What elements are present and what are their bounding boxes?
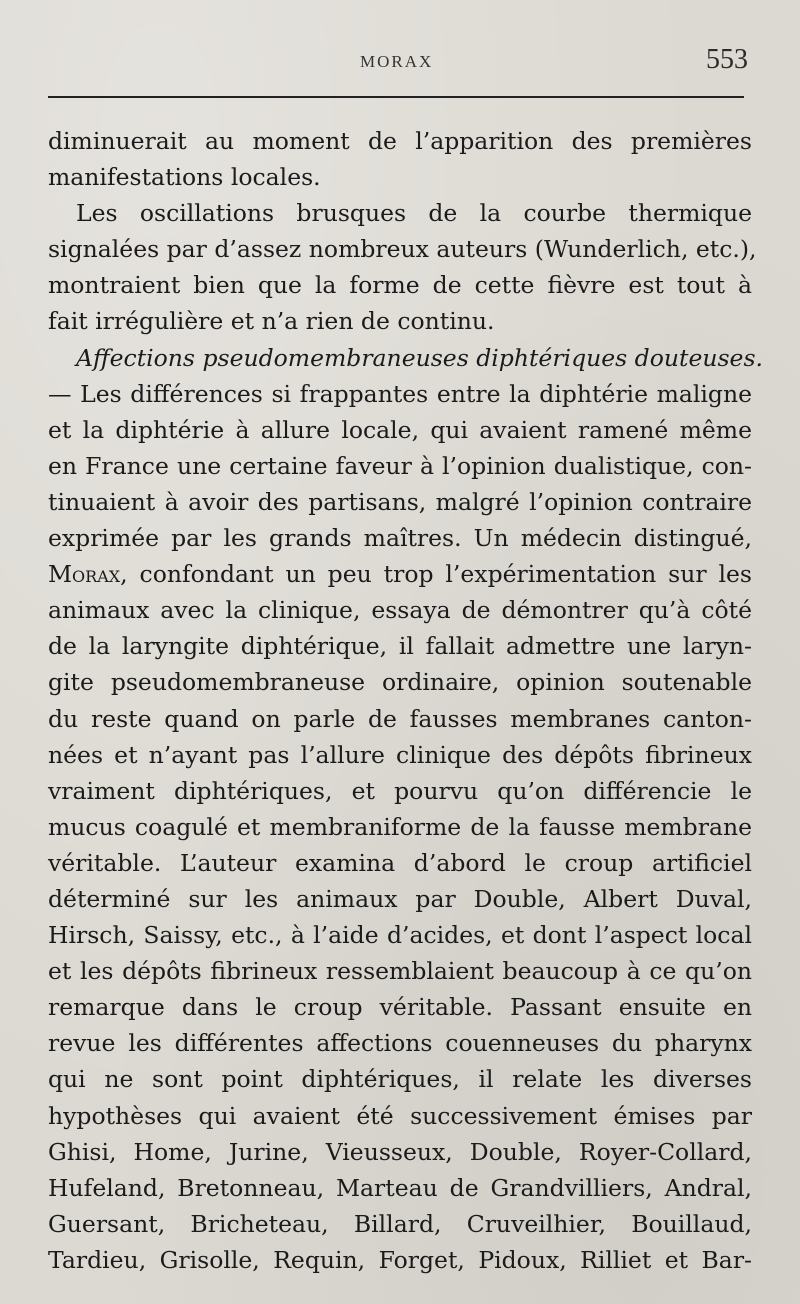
text-line: Tardieu, Grisolle, Requin, Forget, Pidoux, Rilliet et Bar- [48,1245,752,1274]
text-line: exprimée par les grands maîtres. Un médecin distingué, [48,524,752,553]
text-line: qui ne sont point diphtériques, il relate les diverses [48,1065,752,1094]
header-rule [48,96,744,98]
text-line: animaux avec la clinique, essaya de démontrer qu’à côté [48,596,752,625]
page-number: 553 [706,44,748,75]
text-line: tinuaient à avoir des partisans, malgré l’opinion contraire [48,487,752,516]
body-text [48,123,763,1278]
text-line: diminuerait au moment de l’apparition des premières [48,127,752,155]
text-line: Les oscillations brusques de la courbe thermique [76,199,752,228]
text-line: remarque dans le croup véritable. Passant ensuite en [48,993,752,1022]
text-line: — Les différences si frappantes entre la diphtérie maligne [48,379,752,408]
text-line: Guersant, Bricheteau, Billard, Cruveilhier, Bouillaud, [48,1209,752,1238]
text-line: et les dépôts fibrineux ressemblaient beaucoup à ce qu’on [48,957,752,986]
text-line: Ghisi, Home, Jurine, Vieusseux, Double, Royer-Collard, [48,1137,752,1166]
text-line: véritable. L’auteur examina d’abord le croup artificiel [48,848,752,877]
text-line: gite pseudomembraneuse ordinaire, opinion soutenable [48,668,752,697]
text-line: de la laryngite diphtérique, il fallait admettre une laryn- [48,632,752,661]
text-line: du reste quand on parle de fausses membranes canton- [48,704,752,733]
text-line: montraient bien que la forme de cette fièvre est tout à [48,271,752,300]
text-line: nées et n’ayant pas l’allure clinique des dépôts fibrineux [48,740,752,769]
text-line: vraiment diphtériques, et pourvu qu’on différencie le [48,776,752,805]
text-fragment: , confondant un peu trop l’expérimentation sur les [120,560,752,589]
text-line: mucus coagulé et membraniforme de la fausse membrane [48,812,752,841]
text-line: manifestations locales. [48,163,321,192]
text-line: revue les différentes affections couenneuses du pharynx [48,1029,752,1058]
text-line: Hufeland, Bretonneau, Marteau de Grandvilliers, Andral, [48,1173,752,1202]
text-line: déterminé sur les animaux par Double, Albert Duval, [48,884,752,913]
text-line: Hirsch, Saissy, etc., à l’aide d’acides, et dont l’aspect local [48,921,752,950]
running-title: MORAX [360,52,434,71]
text-line-morax [48,556,752,592]
text-line: en France une certaine faveur à l’opinion dualistique, con- [48,451,752,480]
text-line: fait irrégulière et n’a rien de continu. [48,307,495,336]
text-line: et la diphtérie à allure locale, qui avaient ramené même [48,415,752,444]
section-heading: Affections pseudomembraneuses diphtériques douteuses. [76,343,763,372]
text-line: hypothèses qui avaient été successivement émises par [48,1101,752,1130]
text-line: signalées par d’assez nombreux auteurs (Wunderlich, etc.), [48,235,757,264]
author-name: Morax [48,560,121,589]
running-head [0,44,800,78]
